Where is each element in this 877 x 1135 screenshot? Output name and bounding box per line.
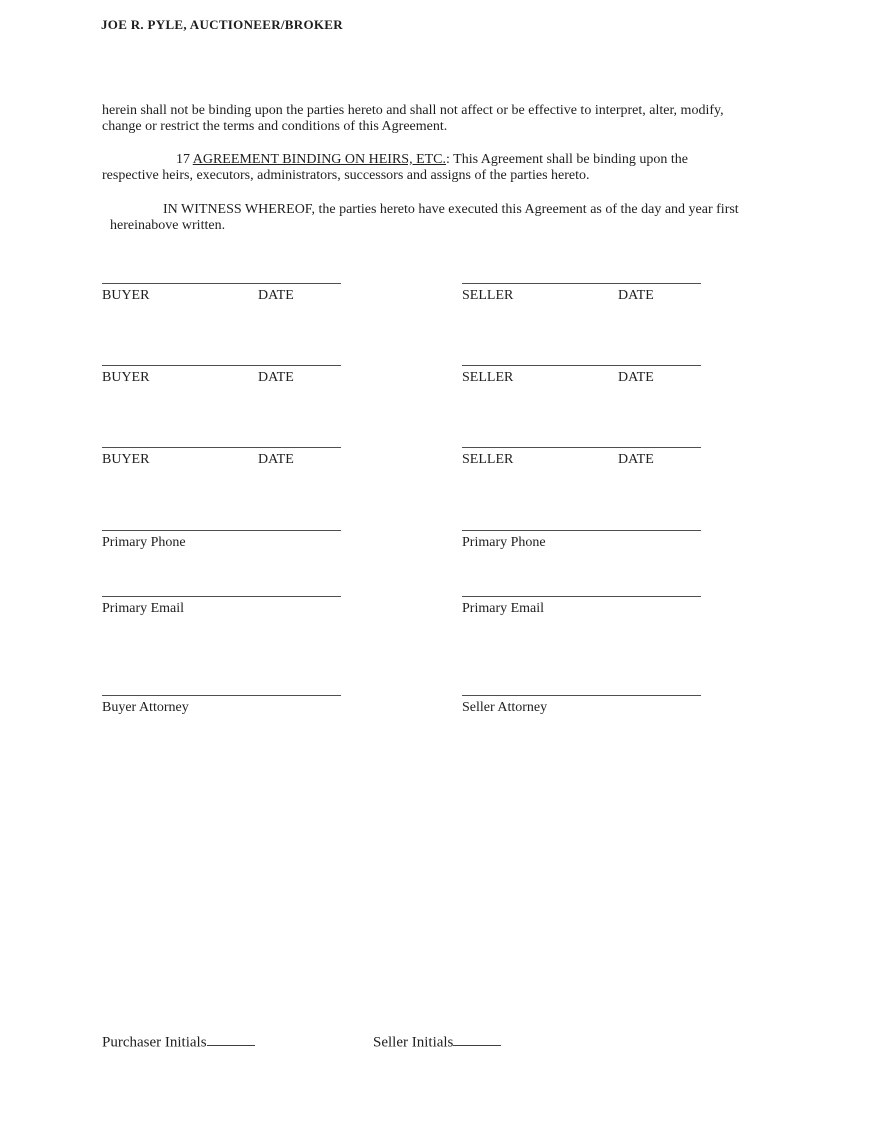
paragraph-continuation <box>102 103 762 135</box>
buyer-attorney-label: Buyer Attorney <box>102 700 189 715</box>
buyer-label: BUYER <box>102 452 150 467</box>
seller-signature-block-1 <box>462 283 701 304</box>
seller-initials-blank <box>453 1031 501 1046</box>
seller-initials <box>373 1031 501 1051</box>
seller-phone-block <box>462 530 701 550</box>
paragraph-witness <box>102 202 762 234</box>
date-label: DATE <box>618 288 654 303</box>
buyer-signature-block-3 <box>102 447 341 468</box>
primary-phone-label: Primary Phone <box>462 535 546 550</box>
seller-email-block <box>462 596 701 616</box>
signature-labels <box>102 452 341 468</box>
date-label: DATE <box>618 370 654 385</box>
date-label: DATE <box>258 452 294 467</box>
buyer-email-block <box>102 596 341 616</box>
signature-labels <box>102 370 341 386</box>
buyer-signature-block-1 <box>102 283 341 304</box>
primary-phone-label: Primary Phone <box>102 535 186 550</box>
seller-signature-block-2 <box>462 365 701 386</box>
date-label: DATE <box>258 370 294 385</box>
seller-initials-label: Seller Initials <box>373 1034 454 1051</box>
seller-label: SELLER <box>462 288 514 303</box>
buyer-attorney-block <box>102 695 341 715</box>
signature-labels <box>462 370 701 386</box>
buyer-phone-block <box>102 530 341 550</box>
buyer-signature-block-2 <box>102 365 341 386</box>
paragraph-clause-17 <box>102 152 762 184</box>
signature-labels <box>102 288 341 304</box>
paragraph-line: IN WITNESS WHEREOF, the parties hereto have executed this Agreement as of the day and year first <box>163 202 739 217</box>
clause-heading: AGREEMENT BINDING ON HEIRS, ETC. <box>192 152 447 167</box>
seller-attorney-block <box>462 695 701 715</box>
signature-labels <box>462 288 701 304</box>
seller-attorney-label: Seller Attorney <box>462 700 548 715</box>
primary-email-label: Primary Email <box>102 601 185 616</box>
seller-signature-block-3 <box>462 447 701 468</box>
paragraph-line: respective heirs, executors, administrators, successors and assigns of the parties hereto. <box>102 168 590 183</box>
buyer-label: BUYER <box>102 370 150 385</box>
paragraph-line: herein shall not be binding upon the parties hereto and shall not affect or be effective to interpret, alter, modify, <box>102 103 724 118</box>
purchaser-initials-label: Purchaser Initials <box>102 1034 207 1051</box>
purchaser-initials <box>102 1031 255 1051</box>
primary-email-label: Primary Email <box>462 601 545 616</box>
date-label: DATE <box>618 452 654 467</box>
clause-text: : This Agreement shall be binding upon the <box>446 152 689 167</box>
purchaser-initials-blank <box>207 1031 255 1046</box>
paragraph-line: hereinabove written. <box>110 218 226 233</box>
paragraph-line <box>102 152 762 168</box>
seller-label: SELLER <box>462 452 514 467</box>
paragraph-line: change or restrict the terms and conditions of this Agreement. <box>102 119 448 134</box>
signature-labels <box>462 452 701 468</box>
clause-number: 17 <box>176 152 193 167</box>
date-label: DATE <box>258 288 294 303</box>
seller-label: SELLER <box>462 370 514 385</box>
letterhead: JOE R. PYLE, AUCTIONEER/BROKER <box>101 17 343 32</box>
buyer-label: BUYER <box>102 288 150 303</box>
